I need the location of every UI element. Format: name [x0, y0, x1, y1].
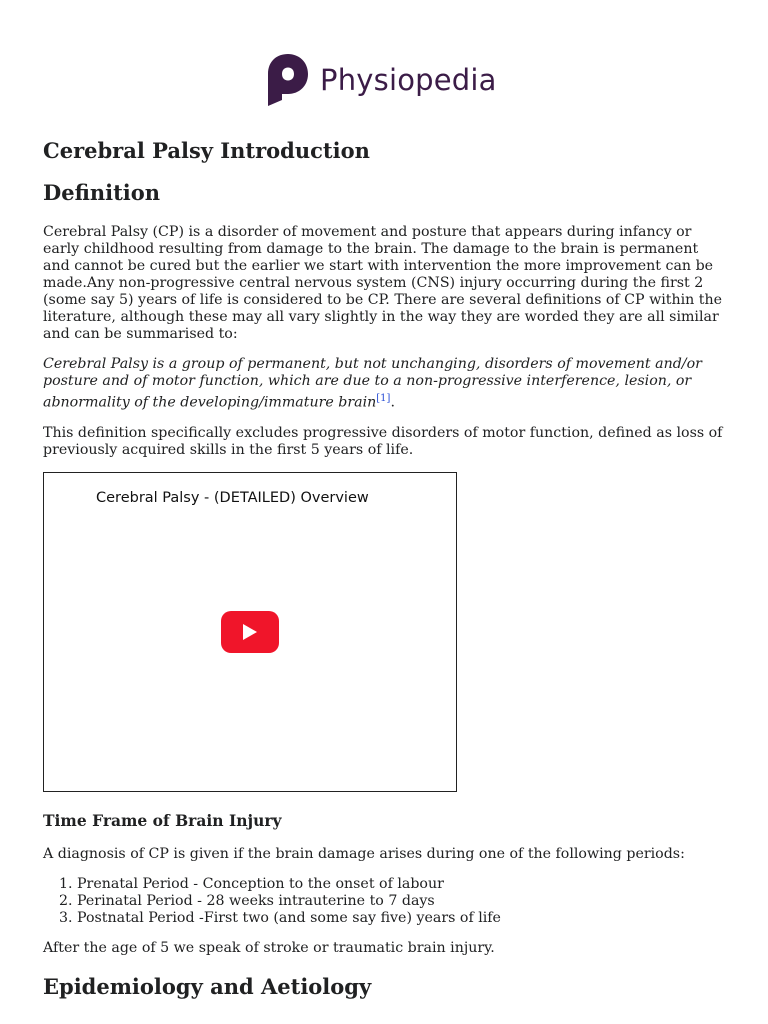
- list-item: 2. Perinatal Period - 28 weeks intrauterine to 7 days: [77, 893, 725, 910]
- page-title: Cerebral Palsy Introduction: [43, 138, 370, 163]
- video-embed[interactable]: [43, 472, 457, 792]
- logo-text: Physiopedia: [320, 63, 497, 97]
- reference-link[interactable]: [1]: [376, 393, 391, 404]
- play-button[interactable]: [221, 611, 279, 653]
- definition-period: .: [390, 394, 395, 411]
- exclusion-paragraph: This definition specifically excludes progressive disorders of motor function, defined as loss of previously acquired skills in the first 5 years of life.: [43, 424, 723, 458]
- intro-paragraph: Cerebral Palsy (CP) is a disorder of movement and posture that appears during infancy or early childhood resulting from damage to the brain. The damage to the brain is permanent and cannot be cured but the earlier we start with intervention the more improvement can be made.Any non-progressive central nervous system (CNS) injury occurring during the first 2 (some say 5) years of life is considered to be CP. There are several definitions of CP within the literature, although these may all vary slightly in the way they are worded they are all similar and can be summarised to:: [43, 224, 723, 342]
- definition-text: Cerebral Palsy is a group of permanent, but not unchanging, disorders of movement and/or posture and of motor function, which are due to a non-progressive interference, lesion, or abnormality of the developing/immature brain: [43, 356, 702, 411]
- section-heading-definition: Definition: [43, 180, 161, 205]
- diagnosis-paragraph: A diagnosis of CP is given if the brain damage arises during one of the following periods:: [43, 845, 685, 862]
- list-item: 1. Prenatal Period - Conception to the onset of labour: [77, 876, 725, 893]
- list-item: 3. Postnatal Period -First two (and some say five) years of life: [77, 910, 725, 927]
- physiopedia-logo[interactable]: [266, 52, 497, 108]
- section-heading-epidemiology: Epidemiology and Aetiology: [43, 973, 372, 999]
- video-title[interactable]: Cerebral Palsy - (DETAILED) Overview: [96, 489, 369, 506]
- definition-quote: [43, 356, 725, 412]
- article-content: [43, 134, 725, 1018]
- play-icon: [243, 624, 257, 640]
- physiopedia-logo-icon: [266, 52, 310, 108]
- section-heading-timeframe: Time Frame of Brain Injury: [43, 810, 282, 830]
- periods-list: [43, 876, 725, 927]
- age-paragraph: After the age of 5 we speak of stroke or traumatic brain injury.: [43, 939, 495, 956]
- reference-1[interactable]: [376, 393, 390, 404]
